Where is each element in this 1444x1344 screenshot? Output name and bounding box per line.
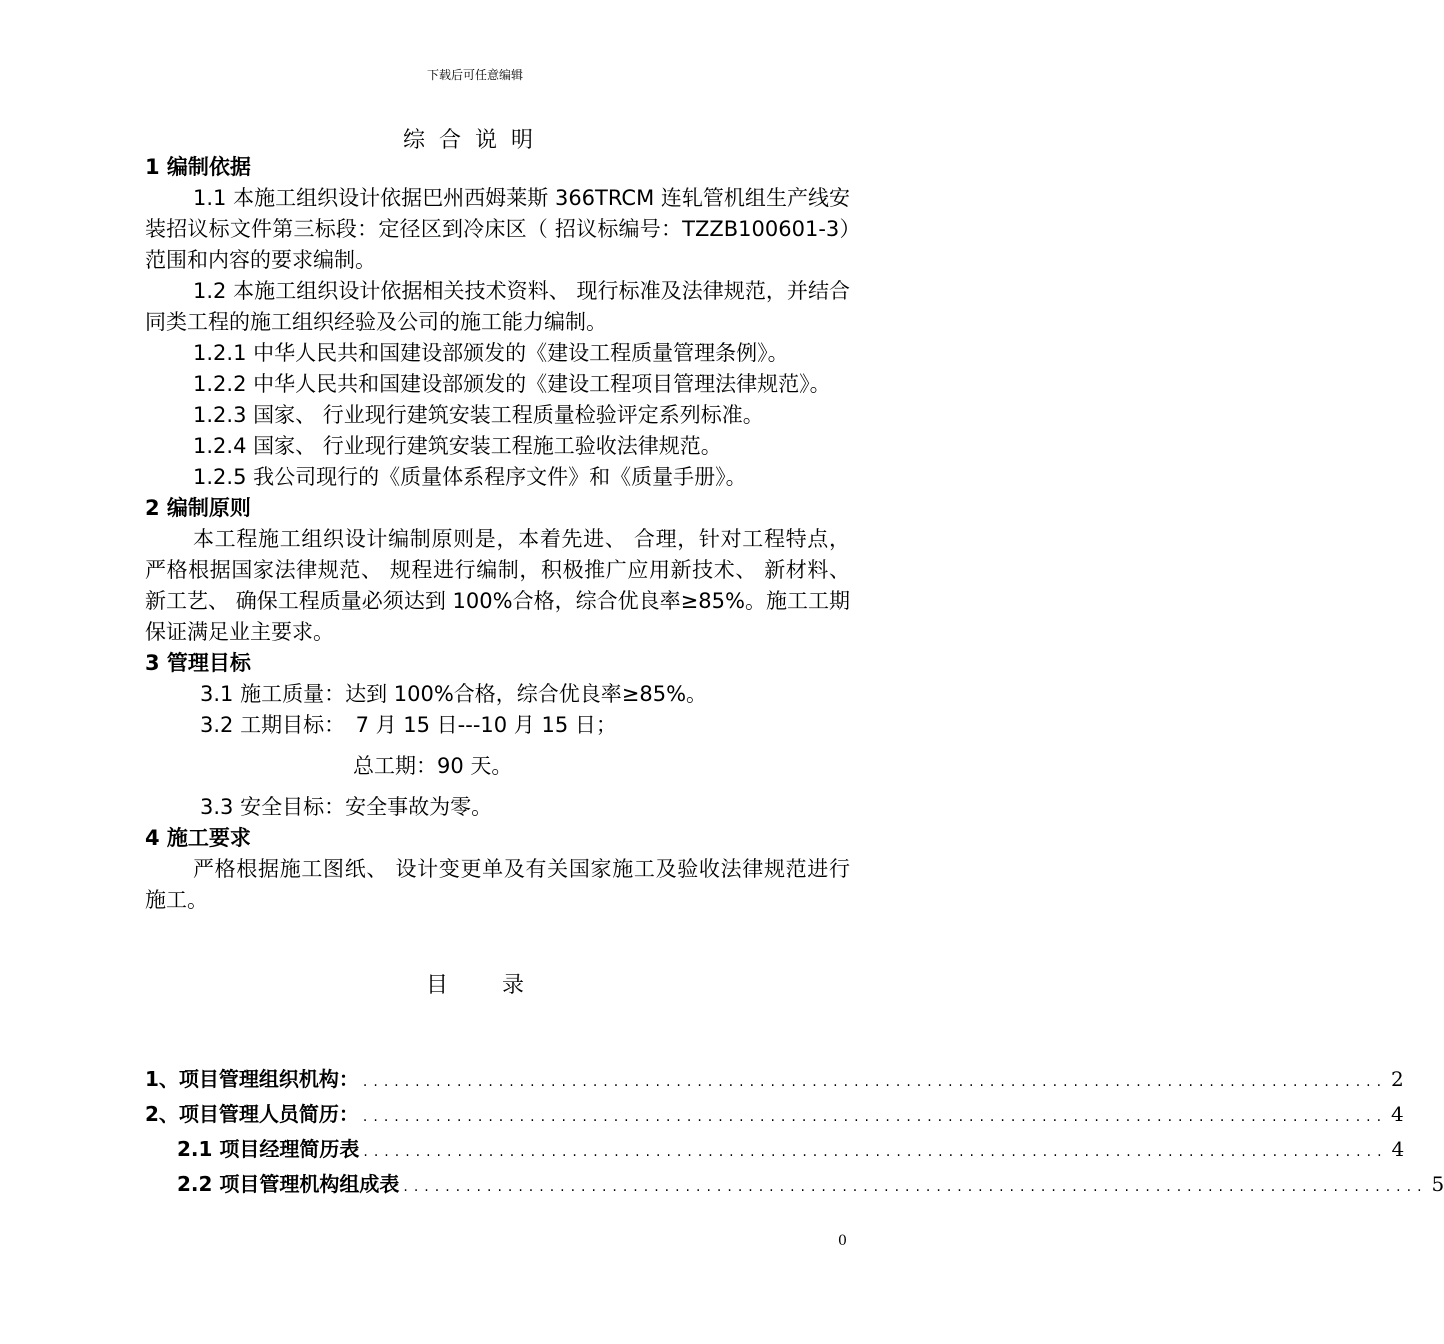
total-duration: 总工期：90 天。 (353, 754, 513, 778)
paragraph-4-body: 严格根据施工图纸、 设计变更单及有关国家施工及验收法律规范进行施工。 (145, 857, 850, 912)
paragraph-3-3: 3.3 安全目标：安全事故为零。 (200, 795, 493, 819)
toc-dot-leader: .................................................................................................. (362, 1109, 1388, 1125)
toc-entry-number: 2、 (145, 1102, 179, 1126)
paragraph-3-1: 3.1 施工质量：达到 100%合格，综合优良率≥85%。 (200, 682, 708, 706)
toc-dot-leader: .................................................................................................. (403, 1179, 1428, 1195)
document-body (145, 152, 892, 916)
paragraph-1-2-3: 1.2.3 国家、 行业现行建筑安装工程质量检验评定系列标准。 (193, 403, 764, 427)
toc-entry-page: 4 (1391, 1102, 1404, 1126)
toc-title-right: 录 (502, 973, 525, 998)
section-heading-1: 1 编制依据 (145, 155, 251, 179)
toc-dot-leader: .................................................................................................. (363, 1144, 1388, 1160)
paragraph-1-2-1: 1.2.1 中华人民共和国建设部颁发的《建设工程质量管理条例》。 (193, 341, 789, 365)
paragraph-1-2: 1.2 本施工组织设计依据相关技术资料、 现行标准及法律规范，并结合同类工程的施工组织经验及公司的施工能力编制。 (145, 279, 850, 334)
toc-entry[interactable] (145, 1168, 1444, 1203)
page-number: 0 (838, 1233, 847, 1249)
section-heading-2: 2 编制原则 (145, 496, 251, 520)
paragraph-1-2-4: 1.2.4 国家、 行业现行建筑安装工程施工验收法律规范。 (193, 434, 722, 458)
toc-entry-label: 项目管理人员简历： (178, 1102, 359, 1126)
toc-entry-page: 2 (1391, 1067, 1404, 1091)
table-of-contents (145, 1063, 1444, 1203)
toc-entry-label: 项目管理组织机构： (178, 1067, 359, 1091)
toc-title (0, 968, 950, 999)
paragraph-1-2-5: 1.2.5 我公司现行的《质量体系程序文件》和《质量手册》。 (193, 465, 747, 489)
toc-entry-number: 1、 (145, 1067, 179, 1091)
toc-title-left: 目 (425, 973, 448, 998)
toc-entry-label: 2.2 项目管理机构组成表 (177, 1172, 400, 1196)
toc-entry[interactable] (145, 1133, 1405, 1168)
paragraph-1-2-2: 1.2.2 中华人民共和国建设部颁发的《建设工程项目管理法律规范》。 (193, 372, 831, 396)
toc-entry-label: 2.1 项目经理简历表 (177, 1137, 360, 1161)
document-title: 综合说明 (402, 128, 547, 153)
paragraph-1-1: 1.1 本施工组织设计依据巴州西姆莱斯 366TRCM 连轧管机组生产线安 装招议标文件第三标段：定径区到冷床区（ 招议标编号：TZZB100601-3）范围和内容的要求编制。 (145, 186, 892, 272)
paragraph-2-body: 本工程施工组织设计编制原则是，本着先进、 合理，针对工程特点，严格根据国家法律规范、 规程进行编制，积极推广应用新技术、 新材料、 新工艺、 确保工程质量必须达到 100%合格，综合优良率≥85%。施工工期保证满足业主要求。 (145, 527, 850, 644)
toc-entry[interactable] (145, 1063, 1404, 1098)
section-heading-3: 3 管理目标 (145, 651, 251, 675)
toc-entry-page: 5 (1431, 1172, 1444, 1196)
section-heading-4: 4 施工要求 (145, 826, 251, 850)
toc-entry[interactable] (145, 1098, 1404, 1133)
paragraph-3-2: 3.2 工期目标： 7 月 15 日---10 月 15 日； (200, 713, 617, 737)
toc-dot-leader: .................................................................................................. (362, 1074, 1388, 1090)
page-header: 下载后可任意编辑 (426, 68, 523, 82)
toc-entry-page: 4 (1391, 1137, 1405, 1161)
